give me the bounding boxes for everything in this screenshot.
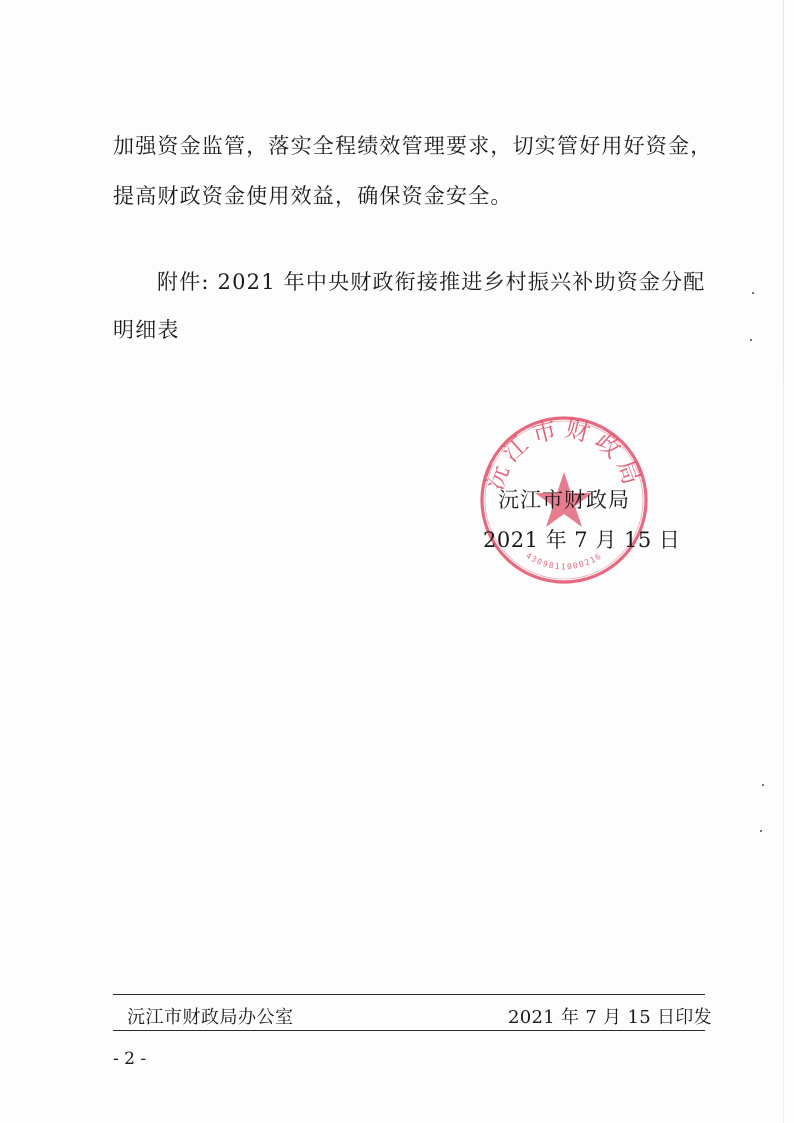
attachment-line-1: 附件: 2021 年中央财政衔接推进乡村振兴补助资金分配 bbox=[157, 270, 706, 294]
svg-text:4309811000216 bbox=[524, 551, 604, 571]
seal-code: 4309811000216 bbox=[524, 551, 604, 572]
scan-speck bbox=[762, 784, 764, 786]
scan-speck bbox=[752, 292, 754, 294]
seal-text: 沅江市财政局 bbox=[480, 414, 648, 494]
footer-print-date: 2021 年 7 月 15 日印发 bbox=[508, 1007, 712, 1028]
scan-speck bbox=[760, 830, 762, 832]
footer-rule-bottom bbox=[113, 1030, 705, 1031]
page-number: - 2 - bbox=[113, 1049, 147, 1069]
footer-rule-top bbox=[113, 994, 705, 995]
scan-speck bbox=[750, 339, 752, 341]
attachment-line-2: 明细表 bbox=[113, 318, 180, 342]
footer-office: 沅江市财政局办公室 bbox=[127, 1007, 294, 1028]
scan-edge bbox=[783, 0, 784, 1123]
issue-date: 2021 年 7 月 15 日 bbox=[483, 528, 681, 552]
body-line-1: 加强资金监管，落实全程绩效管理要求，切实管好用好资金， bbox=[113, 134, 713, 158]
body-line-2: 提高财政资金使用效益，确保资金安全。 bbox=[113, 184, 513, 208]
issuer-name: 沅江市财政局 bbox=[498, 488, 630, 512]
